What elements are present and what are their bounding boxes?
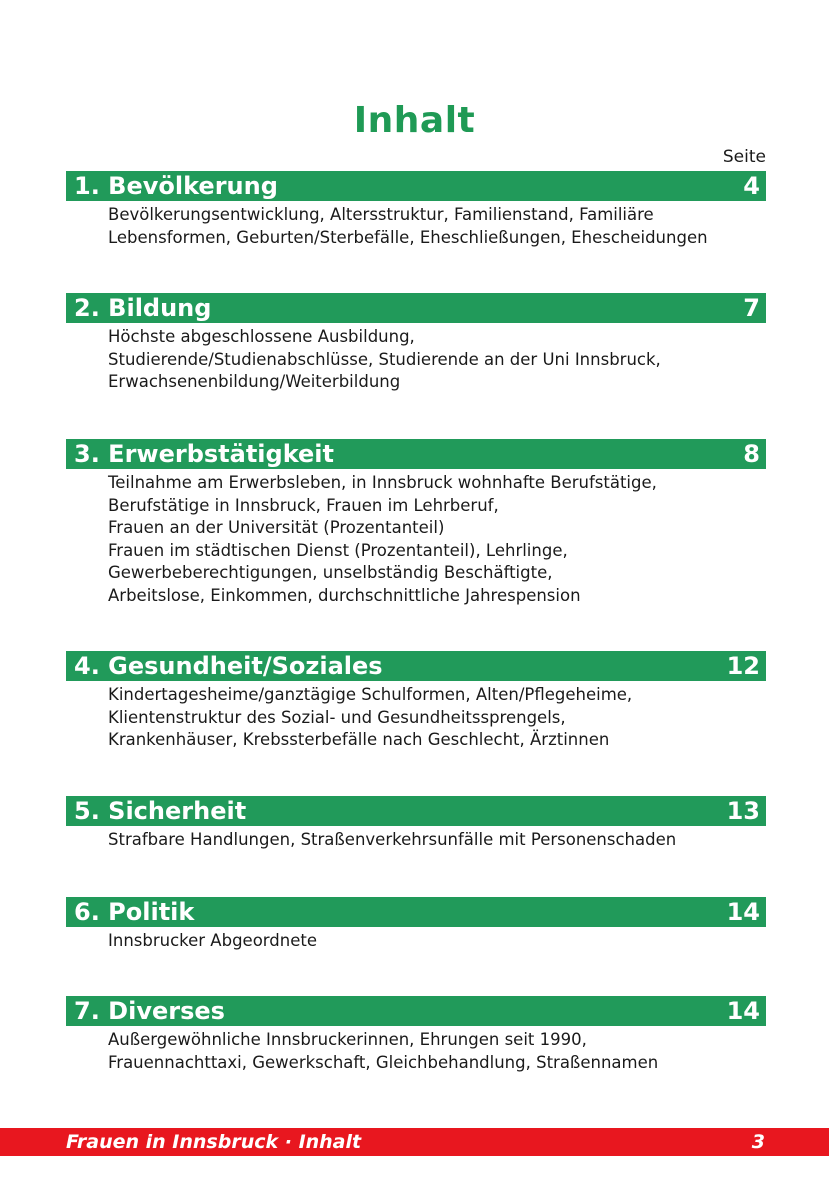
toc-section-bevoelkerung[interactable] bbox=[66, 171, 766, 249]
section-header-bar[interactable] bbox=[66, 796, 766, 826]
section-description: Kindertagesheime/ganztägige Schulformen, Alten/Pflegeheime, Klientenstruktur des Sozial- und Gesundheitssprengels, Krankenhäuser, Krebssterbefälle nach Geschlecht, Ärztinnen bbox=[108, 685, 633, 749]
section-page-number: 13 bbox=[726, 797, 760, 825]
section-description: Außergewöhnliche Innsbruckerinnen, Ehrungen seit 1990, Frauennachttaxi, Gewerkschaft, Gleichbehandlung, Straßennamen bbox=[108, 1030, 659, 1072]
section-heading: 5. Sicherheit bbox=[74, 797, 247, 825]
section-header-bar[interactable] bbox=[66, 171, 766, 201]
toc-section-politik[interactable] bbox=[66, 897, 766, 953]
toc-section-bildung[interactable] bbox=[66, 293, 766, 394]
footer-page-number: 3 bbox=[751, 1131, 765, 1153]
section-description: Strafbare Handlungen, Straßenverkehrsunfälle mit Personenschaden bbox=[108, 830, 677, 849]
section-description: Innsbrucker Abgeordnete bbox=[108, 931, 317, 950]
section-page-number: 14 bbox=[726, 898, 760, 926]
section-page-number: 4 bbox=[743, 172, 760, 200]
section-page-number: 14 bbox=[726, 997, 760, 1025]
toc-section-erwerbstaetigkeit[interactable] bbox=[66, 439, 766, 607]
footer-title: Frauen in Innsbruck · Inhalt bbox=[66, 1131, 362, 1153]
toc-section-diverses[interactable] bbox=[66, 996, 766, 1074]
section-heading: 2. Bildung bbox=[74, 294, 212, 322]
section-description: Teilnahme am Erwerbsleben, in Innsbruck wohnhafte Berufstätige, Berufstätige in Innsbruck, Frauen im Lehrberuf, Frauen an der Universität (Prozentanteil) Frauen im städtischen Dienst (Prozentanteil), Lehrlinge, Gewerbeberechtigungen, unselbständig Beschäftigte, Arbeitslose, Einkommen, durchschnittliche Jahrespension bbox=[108, 473, 657, 605]
section-description: Höchste abgeschlossene Ausbildung, Studierende/Studienabschlüsse, Studierende an der Uni Innsbruck, Erwachsenenbildung/Weiterbildung bbox=[108, 327, 661, 391]
toc-section-gesundheit-soziales[interactable] bbox=[66, 651, 766, 752]
section-heading: 3. Erwerbstätigkeit bbox=[74, 440, 334, 468]
page-title: Inhalt bbox=[353, 100, 476, 141]
section-heading: 6. Politik bbox=[74, 898, 195, 926]
section-heading: 4. Gesundheit/Soziales bbox=[74, 652, 383, 680]
section-description: Bevölkerungsentwicklung, Altersstruktur, Familienstand, Familiäre Lebensformen, Geburten/Sterbefälle, Eheschließungen, Ehescheidungen bbox=[108, 205, 708, 247]
section-header-bar[interactable] bbox=[66, 651, 766, 681]
section-page-number: 12 bbox=[726, 652, 760, 680]
section-header-bar[interactable] bbox=[66, 293, 766, 323]
section-header-bar[interactable] bbox=[66, 439, 766, 469]
page-column-label: Seite bbox=[722, 147, 766, 167]
section-header-bar[interactable] bbox=[66, 897, 766, 927]
footer-bar bbox=[0, 1128, 829, 1156]
toc-section-sicherheit[interactable] bbox=[66, 796, 766, 852]
section-heading: 1. Bevölkerung bbox=[74, 172, 278, 200]
section-heading: 7. Diverses bbox=[74, 997, 225, 1025]
section-page-number: 8 bbox=[743, 440, 760, 468]
section-header-bar[interactable] bbox=[66, 996, 766, 1026]
section-page-number: 7 bbox=[743, 294, 760, 322]
